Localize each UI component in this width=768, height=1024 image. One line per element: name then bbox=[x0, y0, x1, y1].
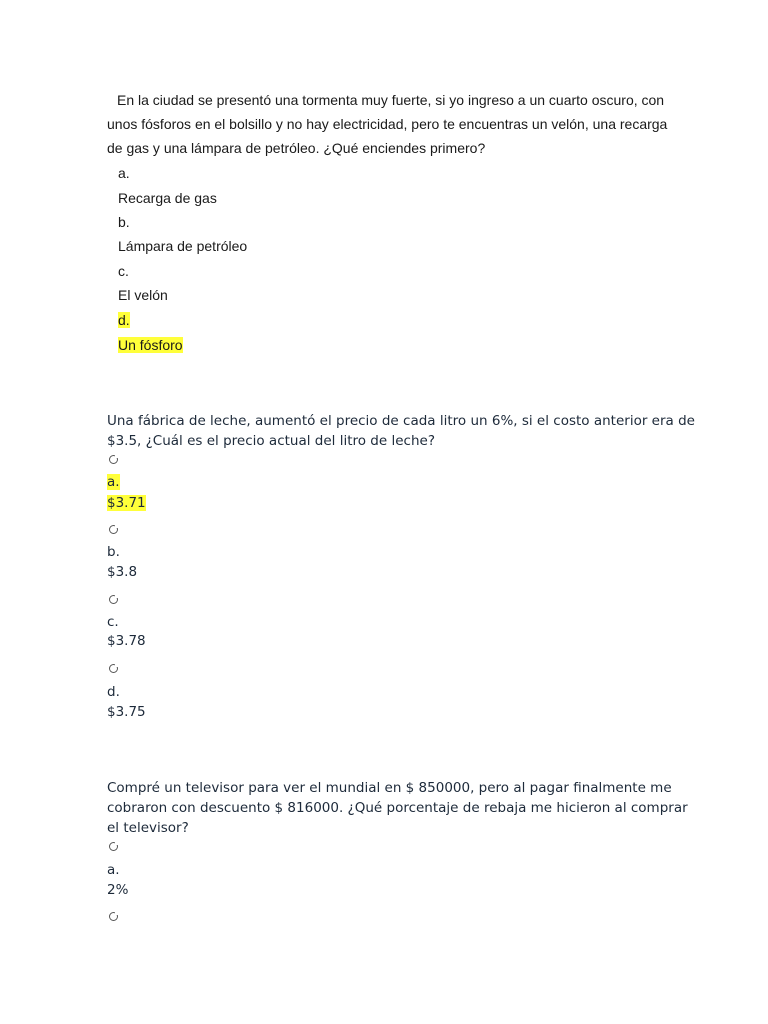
question-3-line-2: cobraron con descuento $ 816000. ¿Qué porcentaje de rebaja me hicieron al comprar bbox=[107, 800, 688, 816]
option-a-letter: a. bbox=[107, 474, 120, 490]
radio-icon[interactable] bbox=[109, 525, 118, 534]
radio-icon[interactable] bbox=[109, 842, 118, 851]
question-3-line-3: el televisor? bbox=[107, 820, 189, 836]
option-b-letter: b. bbox=[107, 544, 120, 560]
option-d-letter: d. bbox=[107, 684, 120, 700]
option-d-text: Un fósforo bbox=[118, 337, 183, 353]
option-a-text: 2% bbox=[107, 882, 129, 898]
option-c-text: $3.78 bbox=[107, 633, 146, 649]
radio-icon[interactable] bbox=[109, 455, 118, 464]
option-a-text: Recarga de gas bbox=[118, 190, 217, 206]
option-a-letter: a. bbox=[107, 862, 120, 878]
question-2-line-1: Una fábrica de leche, aumentó el precio de cada litro un 6%, si el costo anterior era de bbox=[107, 413, 695, 429]
radio-icon[interactable] bbox=[109, 595, 118, 604]
option-b-letter: b. bbox=[118, 214, 130, 230]
radio-icon[interactable] bbox=[109, 664, 118, 673]
question-1-line-3: de gas y una lámpara de petróleo. ¿Qué enciendes primero? bbox=[107, 140, 486, 156]
question-2-line-2: $3.5, ¿Cuál es el precio actual del litro de leche? bbox=[107, 433, 435, 449]
option-a-letter: a. bbox=[118, 165, 130, 181]
option-b-text: $3.8 bbox=[107, 564, 138, 580]
question-3-line-1: Compré un televisor para ver el mundial en $ 850000, pero al pagar finalmente me bbox=[107, 780, 672, 796]
option-d-letter: d. bbox=[118, 312, 130, 328]
option-c-letter: c. bbox=[107, 614, 119, 630]
question-1-line-1: En la ciudad se presentó una tormenta muy fuerte, si yo ingreso a un cuarto oscuro, con bbox=[117, 92, 665, 108]
option-b-text: Lámpara de petróleo bbox=[118, 238, 248, 254]
question-1-line-2: unos fósforos en el bolsillo y no hay electricidad, pero te encuentras un velón, una recarga bbox=[107, 116, 668, 132]
radio-icon[interactable] bbox=[109, 912, 118, 921]
option-d-text: $3.75 bbox=[107, 704, 146, 720]
option-a-text: $3.71 bbox=[107, 495, 146, 511]
option-c-text: El velón bbox=[118, 287, 168, 303]
option-c-letter: c. bbox=[118, 263, 129, 279]
